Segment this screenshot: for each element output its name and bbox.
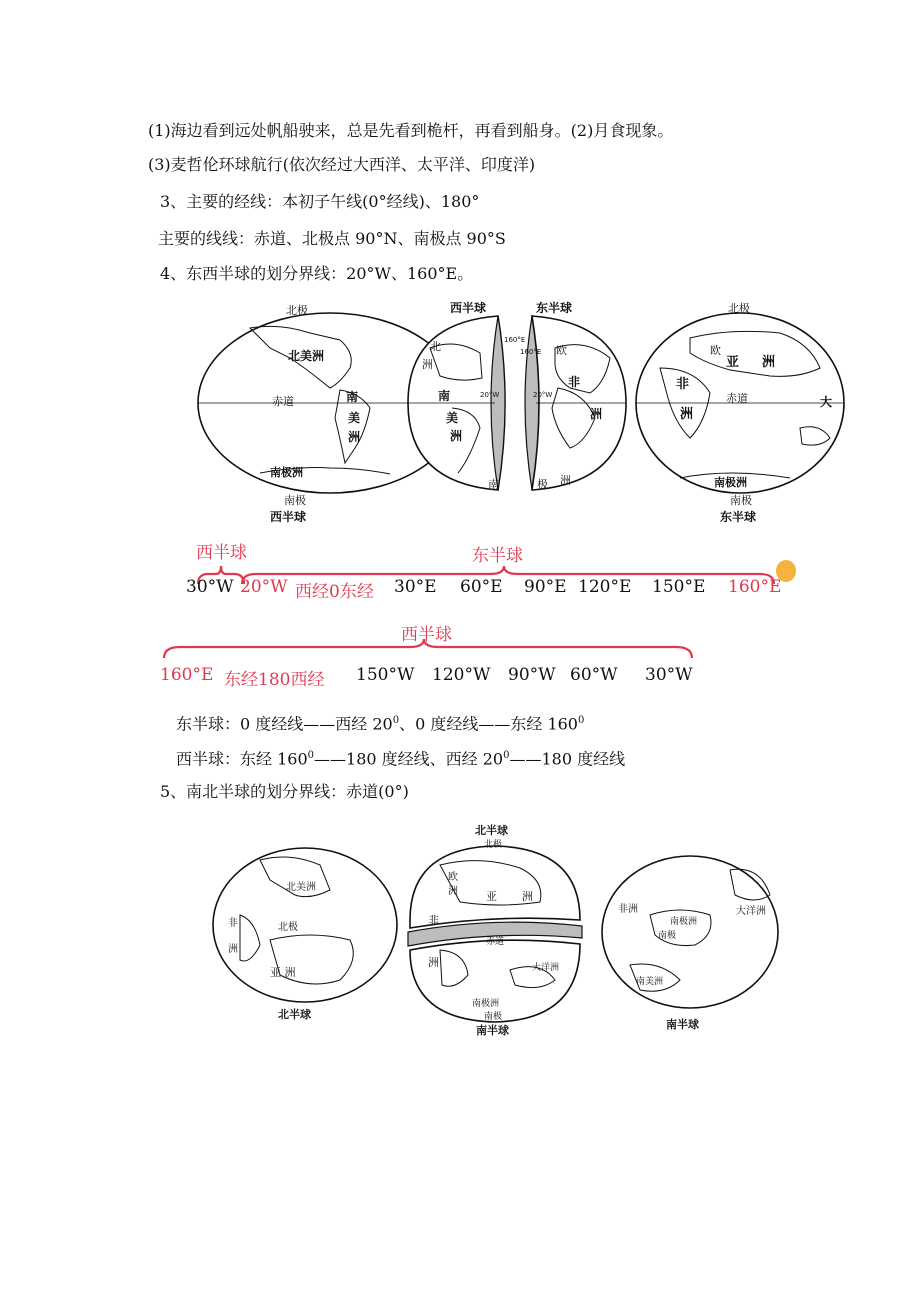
label-south-pole-right: 南极 (730, 494, 752, 507)
label-sa-2: 美 (348, 411, 361, 425)
label-africa-south: 非洲 (618, 904, 638, 915)
text-line-1: (1)海边看到远处帆船驶来，总是先看到桅杆，再看到船身。(2)月食现象。 (148, 121, 674, 140)
scale1-tick-3: 30°E (394, 577, 437, 597)
scale1-east-label: 东半球 (472, 546, 523, 566)
label-asia-1: 亚 (726, 355, 740, 370)
hemisphere-figure-north-south (210, 820, 790, 1045)
scale1-tick-6: 120°E (578, 577, 632, 597)
label-eu2-mid2: 洲 (448, 886, 458, 897)
text-line-7a: 西半球：东经 160 (176, 749, 308, 769)
label-north-hemi-top: 北半球 (475, 824, 508, 837)
label-equator-right: 赤道 (726, 392, 748, 405)
superscript-0-b: 0 (578, 715, 585, 726)
label-160e-right: 160°E (520, 348, 542, 356)
scale1-tick-4: 60°E (460, 577, 503, 597)
globe-south-polar (602, 856, 778, 1008)
label-20w-left: 20°W (480, 391, 500, 399)
scale1-tick-8: 160°E (728, 577, 782, 597)
superscript-0-a: 0 (392, 715, 400, 726)
label-ji: 极 (537, 478, 548, 491)
label-oceania-south: 大洋洲 (736, 906, 766, 917)
label-fei1-north: 非 (228, 918, 238, 929)
label-zhou4: 洲 (560, 474, 571, 487)
scale1-west-label: 西半球 (196, 543, 247, 563)
scale1-tick-0: 30°W (186, 577, 234, 597)
label-north-pole: 北极 (286, 304, 308, 317)
label-zhou3: 洲 (590, 407, 603, 421)
label-equator: 赤道 (272, 395, 294, 408)
caption-western-hemisphere: 西半球 (270, 510, 307, 524)
superscript-0-d: 0 (503, 750, 510, 761)
scale2-tick-6: 30°W (645, 665, 693, 685)
scale2-tick-4: 90°W (508, 665, 556, 685)
scale1-tick-5: 90°E (524, 577, 567, 597)
label-zhou-mid2: 洲 (522, 890, 533, 903)
text-line-3: 3、主要的经线：本初子午线(0°经线)、180° (160, 192, 480, 211)
label-sa-south: 南美洲 (636, 977, 664, 987)
label-africa-1: 非 (676, 377, 690, 392)
superscript-0-c: 0 (307, 750, 315, 761)
label-sa-1: 南 (346, 390, 359, 404)
caption-south-hemisphere-mid: 南半球 (476, 1024, 509, 1037)
label-antarctica-right: 南极洲 (714, 476, 747, 489)
label-da: 大 (820, 395, 833, 409)
label-africa-2: 洲 (680, 407, 694, 422)
label-nan: 南 (438, 389, 451, 403)
label-north-america: 北美洲 (288, 349, 325, 363)
label-oceania-mid2: 大洋洲 (532, 963, 560, 973)
text-line-6 (176, 711, 584, 734)
label-asia-north: 亚 洲 (270, 966, 296, 979)
scale1-tick-2: 西经0东经 (295, 582, 374, 602)
scale2-tick-2: 150°W (356, 665, 415, 685)
scale2-tick-1: 东经180西经 (224, 670, 325, 690)
label-bei: 北 (430, 340, 441, 353)
label-eu-mid: 欧 (556, 344, 567, 357)
label-north-pole-left2: 北极 (278, 922, 298, 933)
label-eu1-mid2: 欧 (448, 872, 458, 883)
label-south-pole-south: 南极 (658, 931, 677, 941)
label-ant-mid2: 南极洲 (472, 999, 500, 1009)
label-equator-mid2: 赤道 (486, 937, 505, 947)
label-zhou2-mid2: 洲 (428, 956, 439, 969)
label-asia-2: 洲 (762, 355, 776, 370)
label-160e-left: 160°E (504, 336, 526, 344)
label-south-pole-mid2: 南极 (484, 1012, 503, 1022)
text-line-5: 4、东西半球的划分界线：20°W、160°E。 (160, 264, 474, 283)
text-line-6a: 东半球：0 度经线——西经 20 (176, 714, 393, 734)
scale2-tick-5: 60°W (570, 665, 618, 685)
label-fei-mid: 非 (568, 375, 581, 389)
label-fei-mid2: 非 (428, 914, 439, 927)
label-east-hemi-top: 东半球 (536, 301, 573, 315)
label-west-hemi-top: 西半球 (450, 301, 487, 315)
label-zhou2: 洲 (450, 429, 463, 443)
label-eu-right: 欧 (710, 344, 721, 357)
label-north-pole-mid2: 北极 (484, 840, 503, 850)
text-line-7 (176, 746, 625, 769)
text-line-6b: 、0 度经线——东经 160 (399, 714, 578, 734)
scale1-tick-1: 20°W (240, 577, 288, 597)
label-fei2-north: 洲 (228, 944, 238, 955)
label-nan2: 南 (488, 478, 499, 491)
text-line-2: (3)麦哲伦环球航行(依次经过大西洋、太平洋、印度洋) (148, 155, 536, 174)
text-line-7c: ——180 度经线 (509, 749, 626, 769)
globe-north-polar (213, 848, 397, 1002)
label-north-pole-right: 北极 (728, 302, 750, 315)
label-zhou: 洲 (422, 358, 433, 371)
label-na-north: 北美洲 (286, 882, 316, 893)
scale2-west-label: 西半球 (401, 625, 452, 645)
scale2-tick-3: 120°W (432, 665, 491, 685)
label-south-pole: 南极 (284, 494, 306, 507)
caption-eastern-hemisphere: 东半球 (720, 510, 757, 524)
text-line-7b: ——180 度经线、西经 20 (314, 749, 504, 769)
label-asia-mid2: 亚 (486, 890, 497, 903)
caption-south-hemisphere-right: 南半球 (666, 1018, 699, 1031)
hemisphere-figure-east-west (190, 298, 850, 530)
scale1-tick-7: 150°E (652, 577, 706, 597)
label-sa-3: 洲 (348, 430, 361, 444)
label-20w-right: 20°W (533, 391, 553, 399)
label-ant-south: 南极洲 (670, 917, 698, 927)
scale2-tick-0: 160°E (160, 665, 214, 685)
label-antarctica: 南极洲 (270, 466, 303, 479)
label-mei: 美 (446, 411, 459, 425)
text-line-8: 5、南北半球的划分界线：赤道(0°) (160, 782, 409, 801)
text-line-4: 主要的线线：赤道、北极点 90°N、南极点 90°S (158, 229, 506, 248)
caption-north-hemisphere-left: 北半球 (278, 1008, 311, 1021)
globe-split-equator (408, 846, 582, 1022)
